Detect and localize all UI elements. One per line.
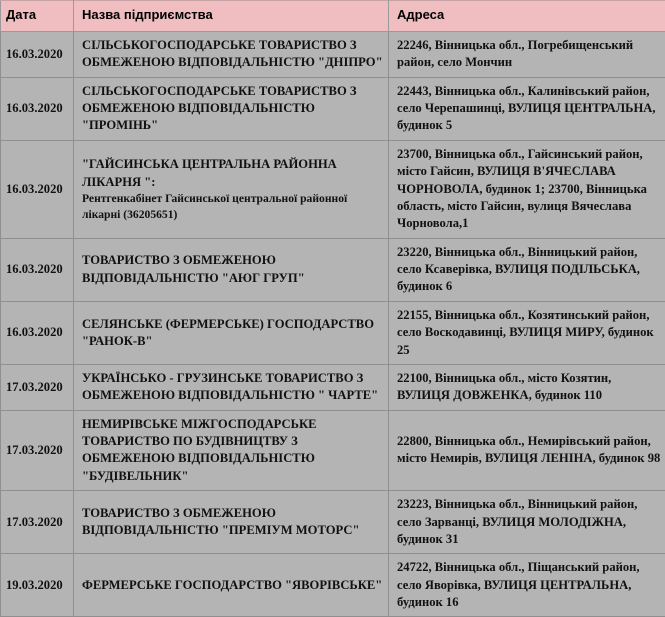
enterprise-name-main: "ГАЙСИНСЬКА ЦЕНТРАЛЬНА РАЙОННА ЛІКАРНЯ ": [82,156,384,191]
cell-date: 17.03.2020 [1,491,74,554]
cell-enterprise-name [74,238,389,301]
table-header-row [1,1,665,32]
enterprise-name-detail: Рентгенкабінет Гайсинської центральної районної лікарні (36205651) [82,191,384,222]
enterprise-name-main: УКРАЇНСЬКО - ГРУЗИНСЬКЕ ТОВАРИСТВО З ОБМЕЖЕНОЮ ВІДПОВІДАЛЬНІСТЮ " ЧАРТЕ" [82,370,384,405]
cell-address: 23700, Вінницька обл., Гайсинський район, місто Гайсин, ВУЛИЦЯ В'ЯЧЕСЛАВА ЧОРНОВОЛА, будинок 1; 23700, Вінницька область, місто Гайсин, вулиця Вячеслава Чорновола,1 [389,140,665,238]
cell-date: 19.03.2020 [1,554,74,617]
table-row [1,77,665,140]
table-row [1,554,665,617]
table-header [1,1,665,32]
table-row [1,491,665,554]
cell-address: 22155, Вінницька обл., Козятинський район, село Воскодавинці, ВУЛИЦЯ МИРУ, будинок 25 [389,301,665,364]
table-row [1,238,665,301]
cell-enterprise-name [74,491,389,554]
enterprise-name-main: НЕМИРІВСЬКЕ МІЖГОСПОДАРСЬКЕ ТОВАРИСТВО ПО БУДІВНИЦТВУ З ОБМЕЖЕНОЮ ВІДПОВІДАЛЬНІСТЮ "БУДІВЕЛЬНИК" [82,416,384,486]
table-row [1,410,665,491]
cell-enterprise-name [74,140,389,238]
cell-address: 23223, Вінницька обл., Вінницький район, село Зарванці, ВУЛИЦЯ МОЛОДІЖНА, будинок 31 [389,491,665,554]
table-row [1,301,665,364]
enterprise-name-main: ТОВАРИСТВО З ОБМЕЖЕНОЮ ВІДПОВІДАЛЬНІСТЮ "ПРЕМІУМ МОТОРС" [82,505,384,540]
cell-date: 16.03.2020 [1,140,74,238]
table-row [1,140,665,238]
enterprise-name-main: СЕЛЯНСЬКЕ (ФЕРМЕРСЬКЕ) ГОСПОДАРСТВО "РАНОК-В" [82,316,384,351]
table-body [1,31,665,617]
cell-enterprise-name [74,77,389,140]
cell-date: 16.03.2020 [1,77,74,140]
cell-address: 24722, Вінницька обл., Піщанський район, село Яворівка, ВУЛИЦЯ ЦЕНТРАЛЬНА, будинок 16 [389,554,665,617]
cell-address: 22100, Вінницька обл., місто Козятин, ВУЛИЦЯ ДОВЖЕНКА, будинок 110 [389,364,665,410]
cell-date: 16.03.2020 [1,31,74,77]
table-row [1,364,665,410]
cell-enterprise-name [74,301,389,364]
cell-enterprise-name [74,31,389,77]
table-row [1,31,665,77]
column-header-name: Назва підприємства [74,1,389,32]
cell-enterprise-name [74,554,389,617]
enterprise-name-main: ТОВАРИСТВО З ОБМЕЖЕНОЮ ВІДПОВІДАЛЬНІСТЮ "АЮГ ГРУП" [82,252,384,287]
cell-enterprise-name [74,364,389,410]
cell-address: 23220, Вінницька обл., Вінницький район, село Ксаверівка, ВУЛИЦЯ ПОДІЛЬСЬКА, будинок 6 [389,238,665,301]
cell-date: 16.03.2020 [1,301,74,364]
cell-date: 16.03.2020 [1,238,74,301]
enterprise-name-main: СІЛЬСЬКОГОСПОДАРСЬКЕ ТОВАРИСТВО З ОБМЕЖЕНОЮ ВІДПОВІДАЛЬНІСТЮ "ПРОМІНЬ" [82,83,384,135]
enterprise-name-main: СІЛЬСЬКОГОСПОДАРСЬКЕ ТОВАРИСТВО З ОБМЕЖЕНОЮ ВІДПОВІДАЛЬНІСТЮ "ДНІПРО" [82,37,384,72]
cell-enterprise-name [74,410,389,491]
column-header-address: Адреса [389,1,665,32]
cell-date: 17.03.2020 [1,364,74,410]
cell-address: 22800, Вінницька обл., Немирівський район, місто Немирів, ВУЛИЦЯ ЛЕНІНА, будинок 98 [389,410,665,491]
enterprise-name-main: ФЕРМЕРСЬКЕ ГОСПОДАРСТВО "ЯВОРІВСЬКЕ" [82,577,384,594]
cell-address: 22246, Вінницька обл., Погребищенський район, село Мончин [389,31,665,77]
column-header-date: Дата [1,1,74,32]
cell-date: 17.03.2020 [1,410,74,491]
cell-address: 22443, Вінницька обл., Калинівський район, село Черепашинці, ВУЛИЦЯ ЦЕНТРАЛЬНА, будинок 5 [389,77,665,140]
